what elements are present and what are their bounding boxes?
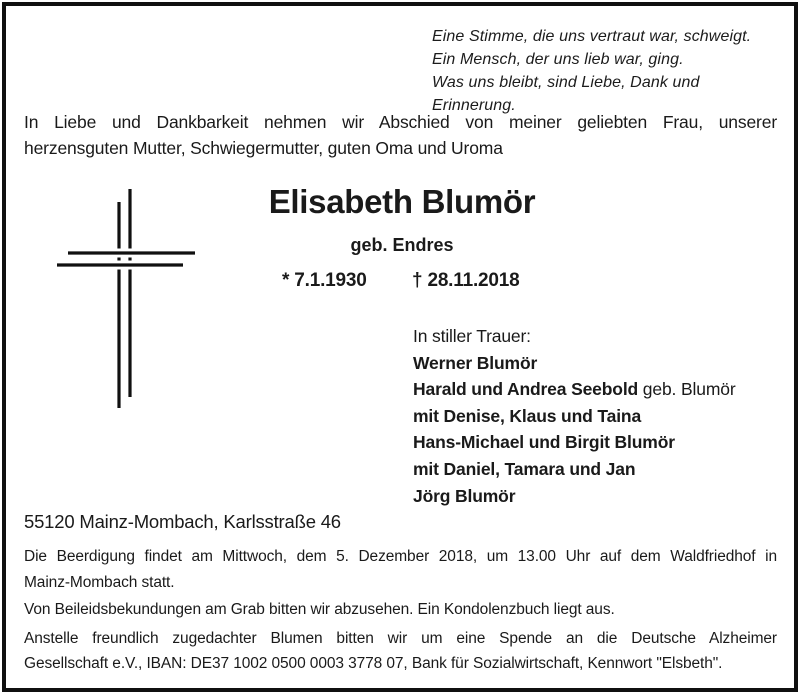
mourner-line (413, 429, 783, 456)
donation-line: Gesellschaft e.V., IBAN: DE37 1002 0500 0003 3778 07, Bank für Sozialwirtschaft, Kennwort "Elsbeth". (24, 655, 723, 672)
mourner-suffix: geb. Blumör (638, 379, 736, 400)
verse-line: Ein Mensch, der uns lieb war, ging. (432, 51, 684, 68)
mourner-names: mit Denise, Klaus und Taina (413, 405, 642, 426)
mourner-line (413, 456, 783, 483)
mourner-names: Harald und Andrea Seebold (413, 379, 639, 400)
memorial-verse (432, 25, 782, 117)
donation-paragraph (24, 626, 777, 676)
mourner-line (413, 350, 783, 377)
deceased-name: Elisabeth Blumör (268, 183, 536, 220)
funeral-paragraph (24, 544, 777, 596)
condolence-note: Von Beileidsbekundungen am Grab bitten wir abzusehen. Ein Kondolenzbuch liegt aus. (24, 601, 615, 618)
funeral-line: Mainz-Mombach statt. (24, 574, 175, 591)
intro-line: herzensguten Mutter, Schwiegermutter, guten Oma und Uroma (24, 137, 503, 158)
mourner-line (413, 376, 783, 403)
maiden-name: geb. Endres (350, 235, 454, 255)
mourner-names: Werner Blumör (413, 352, 538, 373)
mourners-heading: In stiller Trauer: (413, 326, 531, 346)
intro-paragraph (24, 110, 777, 161)
verse-line: Was uns bleibt, sind Liebe, Dank und Erinnerung. (432, 74, 700, 114)
intro-line: In Liebe und Dankbarkeit nehmen wir Abschied von meiner geliebten Frau, unserer (24, 112, 777, 132)
birth-date: * 7.1.1930 (282, 270, 367, 291)
verse-line: Eine Stimme, die uns vertraut war, schweigt. (432, 28, 752, 45)
death-date: † 28.11.2018 (412, 270, 520, 291)
mourners-list (413, 323, 783, 509)
mourner-names: mit Daniel, Tamara und Jan (413, 458, 636, 479)
mourner-line (413, 483, 783, 510)
donation-line: Anstelle freundlich zugedachter Blumen bitten wir um eine Spende an die Deutsche Alzheimer (24, 630, 777, 647)
mourner-names: Jörg Blumör (413, 485, 516, 506)
funeral-line: Die Beerdigung findet am Mittwoch, dem 5. Dezember 2018, um 13.00 Uhr auf dem Waldfriedhof in (24, 548, 777, 565)
address-line: 55120 Mainz-Mombach, Karlsstraße 46 (24, 511, 341, 532)
mourner-names: Hans-Michael und Birgit Blumör (413, 432, 675, 453)
mourner-line (413, 403, 783, 430)
